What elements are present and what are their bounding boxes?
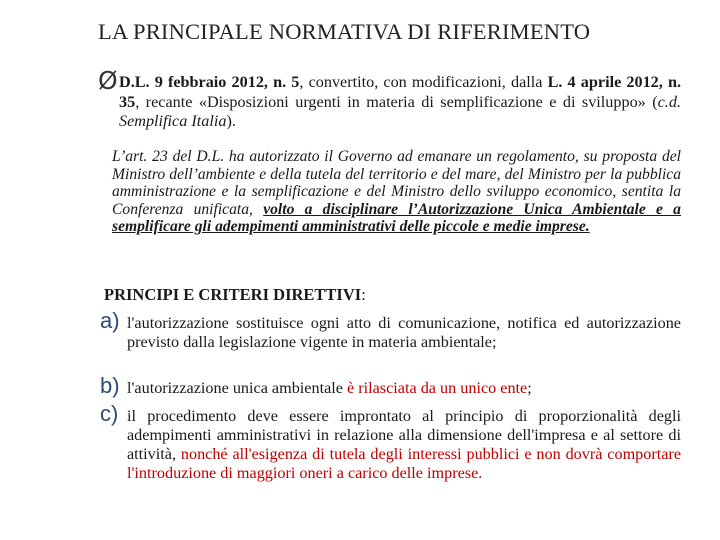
item-text [127, 379, 681, 398]
principles-heading-colon: : [361, 285, 366, 304]
arrow-bullet-icon: Ø [98, 66, 118, 95]
item-marker: c) [100, 401, 119, 426]
item-text-before: il procedimento deve essere improntato al principio di proporzionalità degli adempimenti amministrativi in relazione alla dimensione dell'impresa e al settore di attività, [127, 407, 681, 463]
law-reference: L. 4 aprile 2012, n. 35 [119, 73, 681, 111]
item-marker: b) [100, 373, 120, 398]
item-text-highlight: nonché all'esigenza di tutela degli interessi pubblici e non dovrà comportare l'introduzione di maggiori oneri a carico delle imprese. [127, 445, 682, 482]
decree-reference: D.L. 9 febbraio 2012, n. 5 [119, 73, 300, 91]
decree-paragraph [119, 73, 681, 132]
slide-title: LA PRINCIPALE NORMATIVA DI RIFERIMENTO [98, 19, 591, 44]
item-text-after: ; [527, 379, 532, 397]
item-text [127, 407, 681, 483]
decree-text-1: , convertito, con modificazioni, dalla [299, 73, 548, 91]
item-text-highlight: è rilasciata da un unico ente [347, 379, 528, 397]
article-paragraph [112, 148, 681, 236]
principles-heading-text: PRINCIPI E CRITERI DIRETTIVI [104, 285, 362, 304]
decree-text-2: , recante «Disposizioni urgenti in materia di semplificazione e di sviluppo» ( [135, 92, 658, 111]
article-text: L’art. 23 del D.L. ha autorizzato il Governo ad emanare un regolamento, su proposta del Ministro dell’ambiente e della tutela del territorio e del mare, del Ministro per la pubblica amministrazione e la semplificazione e del Ministro dello sviluppo economico, sentita la Conferenza unificata, [112, 148, 681, 218]
principles-heading [104, 285, 366, 305]
item-text: l'autorizzazione sostituisce ogni atto di comunicazione, notifica ed autorizzazione previsto dalla legislazione vigente in materia ambientale; [127, 314, 681, 351]
decree-short-name: c.d. Semplifica Italia [119, 92, 681, 130]
decree-text-3: ). [226, 112, 236, 130]
article-underlined-text: volto a disciplinare l’Autorizzazione Unica Ambientale e a semplificare gli adempimenti amministrativi delle piccole e medie imprese. [112, 200, 681, 236]
item-text-before: l'autorizzazione unica ambientale [127, 379, 347, 397]
item-marker: a) [100, 308, 120, 333]
